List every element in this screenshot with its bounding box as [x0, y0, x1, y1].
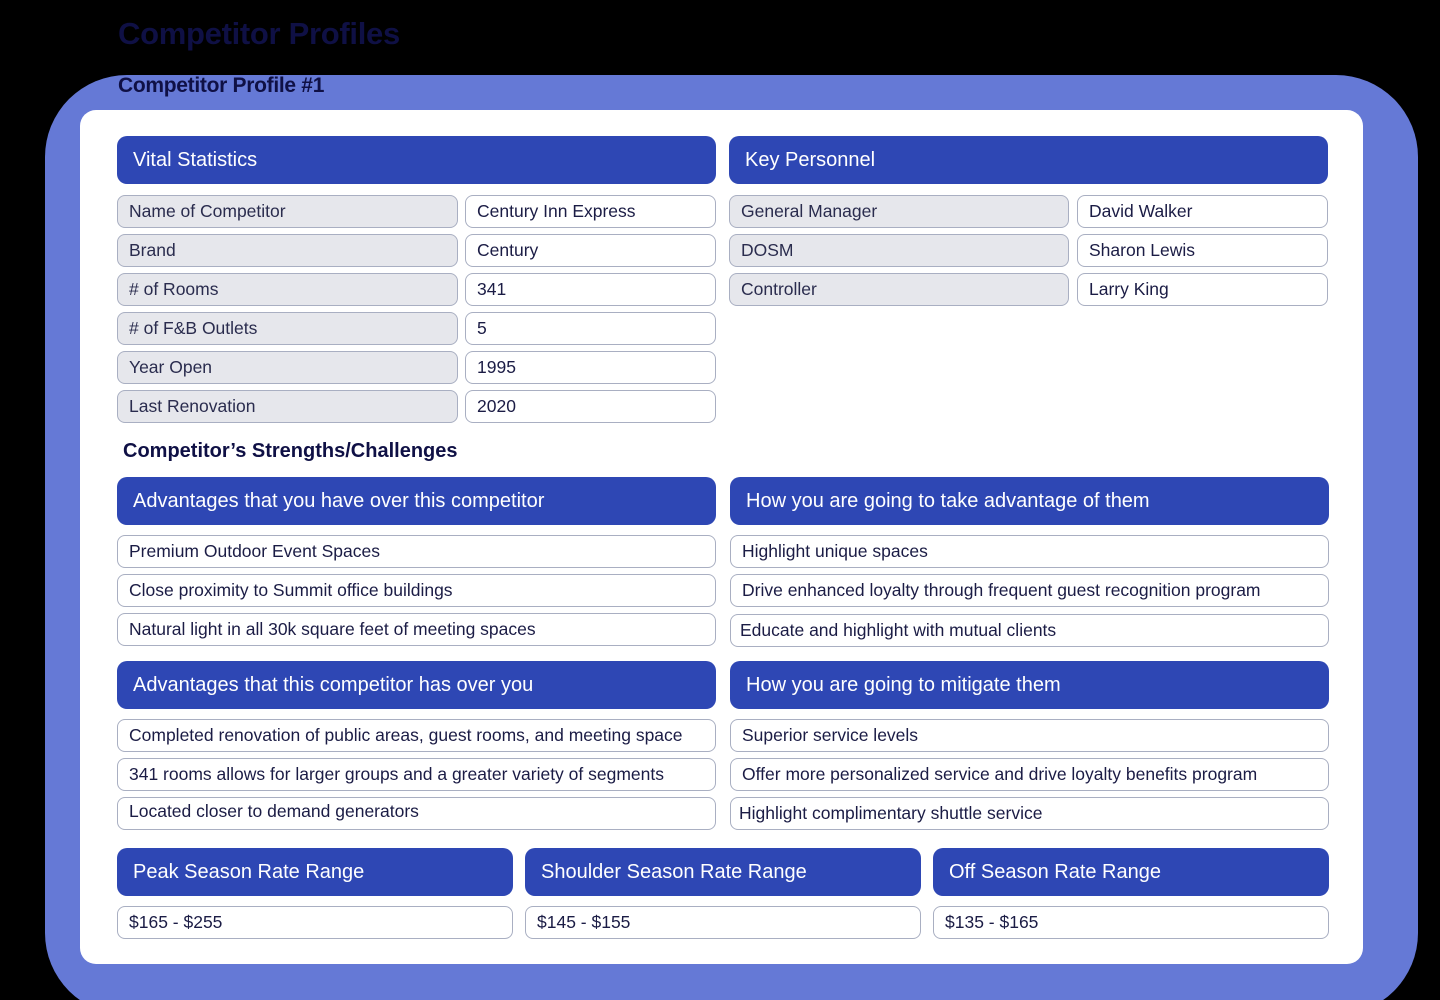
competitor-advantage-item[interactable]: 341 rooms allows for larger groups and a greater variety of segments [117, 758, 716, 791]
your-advantage-item[interactable]: Close proximity to Summit office buildings [117, 574, 716, 607]
vital-value-name[interactable]: Century Inn Express [465, 195, 716, 228]
personnel-value-controller[interactable]: Larry King [1077, 273, 1328, 306]
leverage-plan-item[interactable]: Highlight unique spaces [730, 535, 1329, 568]
your-advantages-header: Advantages that you have over this competitor [117, 477, 716, 525]
personnel-value-gm[interactable]: David Walker [1077, 195, 1328, 228]
vital-value-brand[interactable]: Century [465, 234, 716, 267]
mitigation-plan-header: How you are going to mitigate them [730, 661, 1329, 709]
vital-value-year-open[interactable]: 1995 [465, 351, 716, 384]
competitor-advantage-item[interactable]: Located closer to demand generators [117, 797, 716, 830]
vital-statistics-header: Vital Statistics [117, 136, 716, 184]
mitigation-plan-item[interactable]: Superior service levels [730, 719, 1329, 752]
vital-label-year-open: Year Open [117, 351, 458, 384]
vital-label-brand: Brand [117, 234, 458, 267]
your-advantage-item[interactable]: Premium Outdoor Event Spaces [117, 535, 716, 568]
vital-label-fb-outlets: # of F&B Outlets [117, 312, 458, 345]
shoulder-rate-header: Shoulder Season Rate Range [525, 848, 921, 896]
leverage-plan-item[interactable]: Drive enhanced loyalty through frequent guest recognition program [730, 574, 1329, 607]
vital-value-last-renovation[interactable]: 2020 [465, 390, 716, 423]
shoulder-rate-value[interactable]: $145 - $155 [525, 906, 921, 939]
off-rate-value[interactable]: $135 - $165 [933, 906, 1329, 939]
mitigation-plan-item[interactable]: Offer more personalized service and drive loyalty benefits program [730, 758, 1329, 791]
leverage-plan-item[interactable]: Educate and highlight with mutual clients [730, 614, 1329, 647]
profile-title: Competitor Profile #1 [118, 74, 325, 97]
your-advantage-item[interactable]: Natural light in all 30k square feet of meeting spaces [117, 613, 716, 646]
personnel-label-dosm: DOSM [729, 234, 1069, 267]
vital-label-name: Name of Competitor [117, 195, 458, 228]
peak-rate-header: Peak Season Rate Range [117, 848, 513, 896]
peak-rate-value[interactable]: $165 - $255 [117, 906, 513, 939]
leverage-plan-header: How you are going to take advantage of them [730, 477, 1329, 525]
page-title: Competitor Profiles [118, 16, 400, 51]
personnel-label-gm: General Manager [729, 195, 1069, 228]
personnel-value-dosm[interactable]: Sharon Lewis [1077, 234, 1328, 267]
vital-value-fb-outlets[interactable]: 5 [465, 312, 716, 345]
strengths-section-title: Competitor’s Strengths/Challenges [123, 440, 458, 462]
competitor-advantage-item[interactable]: Completed renovation of public areas, guest rooms, and meeting space [117, 719, 716, 752]
vital-label-rooms: # of Rooms [117, 273, 458, 306]
mitigation-plan-item[interactable]: Highlight complimentary shuttle service [730, 797, 1329, 830]
key-personnel-header: Key Personnel [729, 136, 1328, 184]
competitor-advantages-header: Advantages that this competitor has over you [117, 661, 716, 709]
vital-value-rooms[interactable]: 341 [465, 273, 716, 306]
off-rate-header: Off Season Rate Range [933, 848, 1329, 896]
vital-label-last-renovation: Last Renovation [117, 390, 458, 423]
personnel-label-controller: Controller [729, 273, 1069, 306]
